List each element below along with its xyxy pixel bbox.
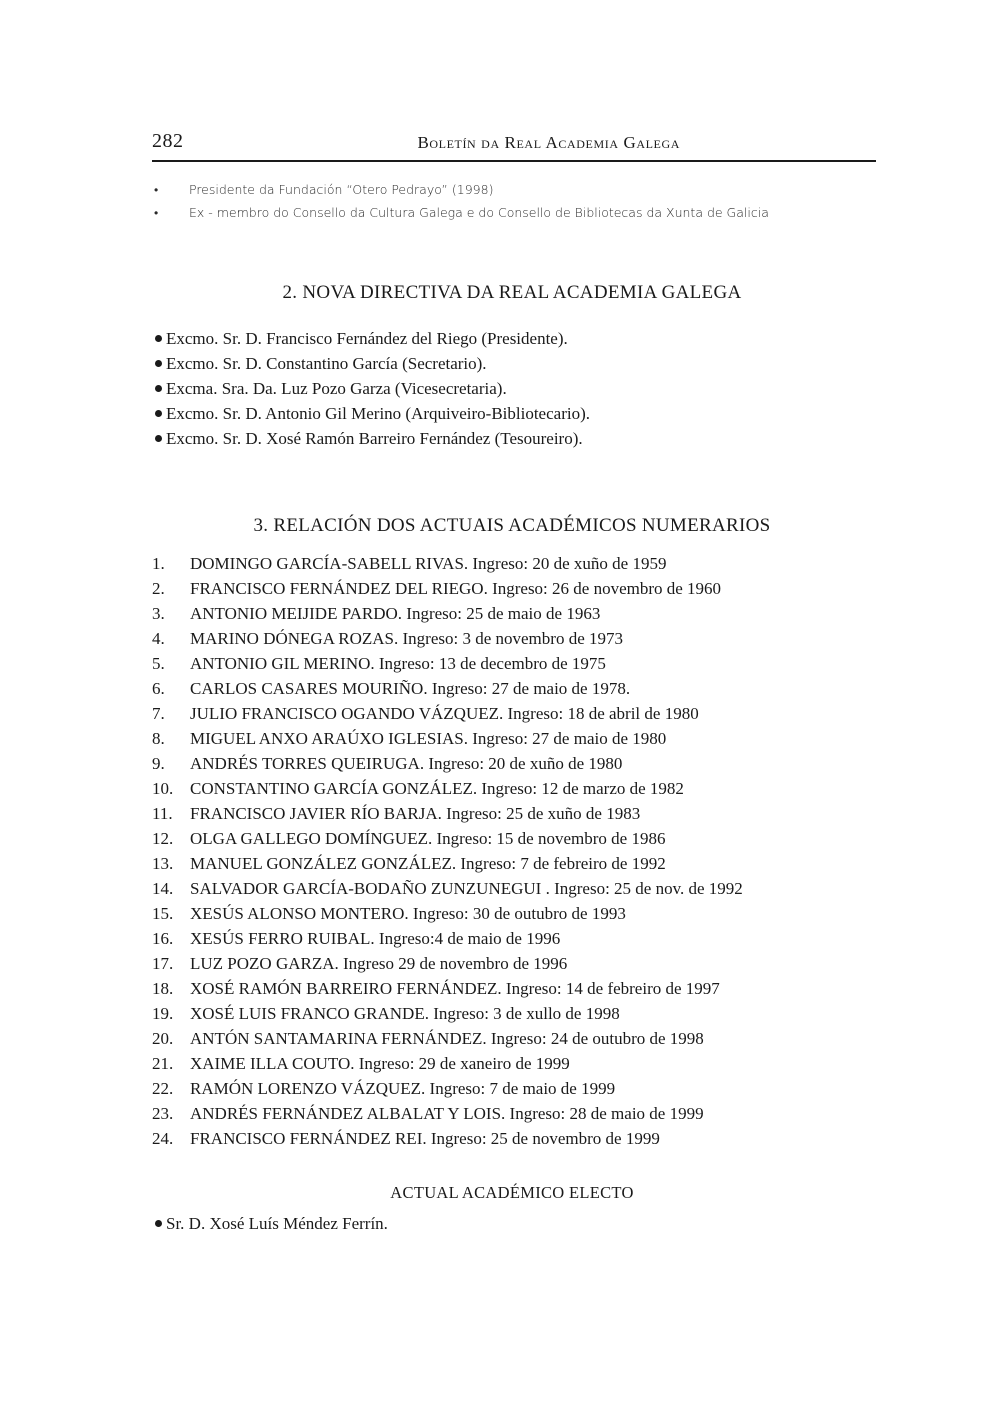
list-item [152, 953, 872, 978]
list-item-text: Excmo. Sr. D. Antonio Gil Merino (Arquiveiro-Bibliotecario). [166, 404, 590, 423]
bullet-icon: • [154, 183, 159, 197]
list-item [152, 778, 872, 803]
header-rule [152, 160, 876, 162]
list-item-text: CARLOS CASARES MOURIÑO. Ingreso: 27 de maio de 1978. [190, 679, 631, 698]
list-item-number: 8. [152, 729, 165, 748]
list-item-number: 16. [152, 929, 174, 948]
list-item-text: LUZ POZO GARZA. Ingreso 29 de novembro de 1996 [190, 954, 568, 973]
list-item-number: 2. [152, 579, 165, 598]
list-item-text: XOSÉ LUIS FRANCO GRANDE. Ingreso: 3 de xullo de 1998 [190, 1004, 620, 1023]
list-item [152, 728, 872, 753]
list-item [152, 678, 872, 703]
directive-list [155, 328, 875, 453]
list-item [152, 1028, 872, 1053]
list-item [152, 803, 872, 828]
list-item-number: 13. [152, 854, 174, 873]
bullet-icon [155, 1220, 162, 1227]
bullet-icon [155, 360, 162, 367]
list-item-text: Ex - membro do Consello da Cultura Galega e do Consello de Bibliotecas da Xunta de Galicia [189, 205, 769, 220]
list-item-number: 20. [152, 1029, 174, 1048]
list-item-number: 1. [152, 554, 165, 573]
list-item-number: 17. [152, 954, 174, 973]
section-heading-academicians: 3. RELACIÓN DOS ACTUAIS ACADÉMICOS NUMERARIOS [253, 515, 771, 536]
list-item-text: ANTONIO GIL MERINO. Ingreso: 13 de decembro de 1975 [190, 654, 606, 673]
list-item-text: FRANCISCO FERNÁNDEZ REI. Ingreso: 25 de novembro de 1999 [190, 1129, 660, 1148]
list-item [152, 1003, 872, 1028]
list-item-text: DOMINGO GARCÍA-SABELL RIVAS. Ingreso: 20 de xuño de 1959 [190, 554, 667, 573]
list-item-text: XESÚS FERRO RUIBAL. Ingreso:4 de maio de 1996 [190, 929, 561, 948]
list-item-number: 19. [152, 1004, 174, 1023]
list-item-text: Excma. Sra. Da. Luz Pozo Garza (Vicesecretaria). [166, 379, 507, 398]
section-heading-directive: 2. NOVA DIRECTIVA DA REAL ACADEMIA GALEGA [282, 282, 742, 303]
list-item [152, 853, 872, 878]
list-item-text: MARINO DÓNEGA ROZAS. Ingreso: 3 de novembro de 1973 [190, 629, 623, 648]
list-item-text: Excmo. Sr. D. Xosé Ramón Barreiro Fernández (Tesoureiro). [166, 429, 583, 448]
page-number: 282 [152, 130, 184, 152]
list-item-number: 22. [152, 1079, 174, 1098]
list-item [152, 1053, 872, 1078]
bullet-icon [155, 335, 162, 342]
running-title: Boletín da Real Academia Galega [417, 133, 680, 152]
list-item-number: 6. [152, 679, 165, 698]
list-item [152, 203, 872, 226]
list-item [152, 978, 872, 1003]
list-item-text: XOSÉ RAMÓN BARREIRO FERNÁNDEZ. Ingreso: 14 de febreiro de 1997 [190, 979, 720, 998]
list-item-number: 10. [152, 779, 174, 798]
list-item [152, 653, 872, 678]
list-item [152, 553, 872, 578]
bullet-icon [155, 385, 162, 392]
list-item [152, 1103, 872, 1128]
list-item-number: 4. [152, 629, 165, 648]
list-item-text: XAIME ILLA COUTO. Ingreso: 29 de xaneiro de 1999 [190, 1054, 570, 1073]
list-item-number: 23. [152, 1104, 174, 1123]
list-item [155, 428, 875, 453]
list-item [155, 353, 875, 378]
list-item-text: JULIO FRANCISCO OGANDO VÁZQUEZ. Ingreso: 18 de abril de 1980 [190, 704, 699, 723]
list-item-text: ANTONIO MEIJIDE PARDO. Ingreso: 25 de maio de 1963 [190, 604, 601, 623]
list-item-text: OLGA GALLEGO DOMÍNGUEZ. Ingreso: 15 de novembro de 1986 [190, 829, 666, 848]
list-item [152, 1078, 872, 1103]
list-item-text: XESÚS ALONSO MONTERO. Ingreso: 30 de outubro de 1993 [190, 904, 626, 923]
list-item-number: 7. [152, 704, 165, 723]
list-item-number: 11. [152, 804, 173, 823]
list-item-text: ANTÓN SANTAMARINA FERNÁNDEZ. Ingreso: 24 de outubro de 1998 [190, 1029, 704, 1048]
list-item-text: ANDRÉS TORRES QUEIRUGA. Ingreso: 20 de xuño de 1980 [190, 754, 623, 773]
list-item-text: CONSTANTINO GARCÍA GONZÁLEZ. Ingreso: 12 de marzo de 1982 [190, 779, 684, 798]
list-item [155, 378, 875, 403]
list-item [152, 928, 872, 953]
academicians-list [152, 553, 872, 1153]
list-item [152, 628, 872, 653]
list-item-text: Sr. D. Xosé Luís Méndez Ferrín. [166, 1214, 388, 1233]
list-item-text: Excmo. Sr. D. Francisco Fernández del Riego (Presidente). [166, 329, 568, 348]
list-item [152, 180, 872, 203]
list-item [152, 753, 872, 778]
list-item-number: 3. [152, 604, 165, 623]
list-item-number: 5. [152, 654, 165, 673]
list-item-text: Presidente da Fundación “Otero Pedrayo” (1998) [189, 182, 494, 197]
list-item [152, 703, 872, 728]
bullet-icon [155, 435, 162, 442]
list-item-text: RAMÓN LORENZO VÁZQUEZ. Ingreso: 7 de maio de 1999 [190, 1079, 616, 1098]
list-item [152, 828, 872, 853]
list-item [155, 328, 875, 353]
list-item [155, 403, 875, 428]
list-item [152, 903, 872, 928]
list-item-number: 18. [152, 979, 174, 998]
bullet-icon [155, 410, 162, 417]
list-item-number: 9. [152, 754, 165, 773]
list-item [152, 878, 872, 903]
list-item-text: FRANCISCO JAVIER RÍO BARJA. Ingreso: 25 de xuño de 1983 [190, 804, 641, 823]
list-item-text: MIGUEL ANXO ARAÚXO IGLESIAS. Ingreso: 27 de maio de 1980 [190, 729, 667, 748]
list-item-text: Excmo. Sr. D. Constantino García (Secretario). [166, 354, 487, 373]
list-item-number: 14. [152, 879, 174, 898]
elect-item [155, 1214, 388, 1234]
list-item-number: 21. [152, 1054, 174, 1073]
list-item-text: ANDRÉS FERNÁNDEZ ALBALAT Y LOIS. Ingreso: 28 de maio de 1999 [190, 1104, 704, 1123]
page-header [152, 130, 876, 158]
bullet-icon: • [154, 206, 159, 220]
list-item-text: SALVADOR GARCÍA-BODAÑO ZUNZUNEGUI . Ingreso: 25 de nov. de 1992 [190, 879, 743, 898]
list-item [152, 603, 872, 628]
section-heading-elect: ACTUAL ACADÉMICO ELECTO [390, 1183, 634, 1202]
list-item-number: 24. [152, 1129, 174, 1148]
list-item-text: FRANCISCO FERNÁNDEZ DEL RIEGO. Ingreso: 26 de novembro de 1960 [190, 579, 722, 598]
list-item [152, 1128, 872, 1153]
list-item-number: 12. [152, 829, 174, 848]
list-item-text: MANUEL GONZÁLEZ GONZÁLEZ. Ingreso: 7 de febreiro de 1992 [190, 854, 666, 873]
member-roles-list [152, 180, 872, 226]
list-item [152, 578, 872, 603]
list-item-number: 15. [152, 904, 174, 923]
